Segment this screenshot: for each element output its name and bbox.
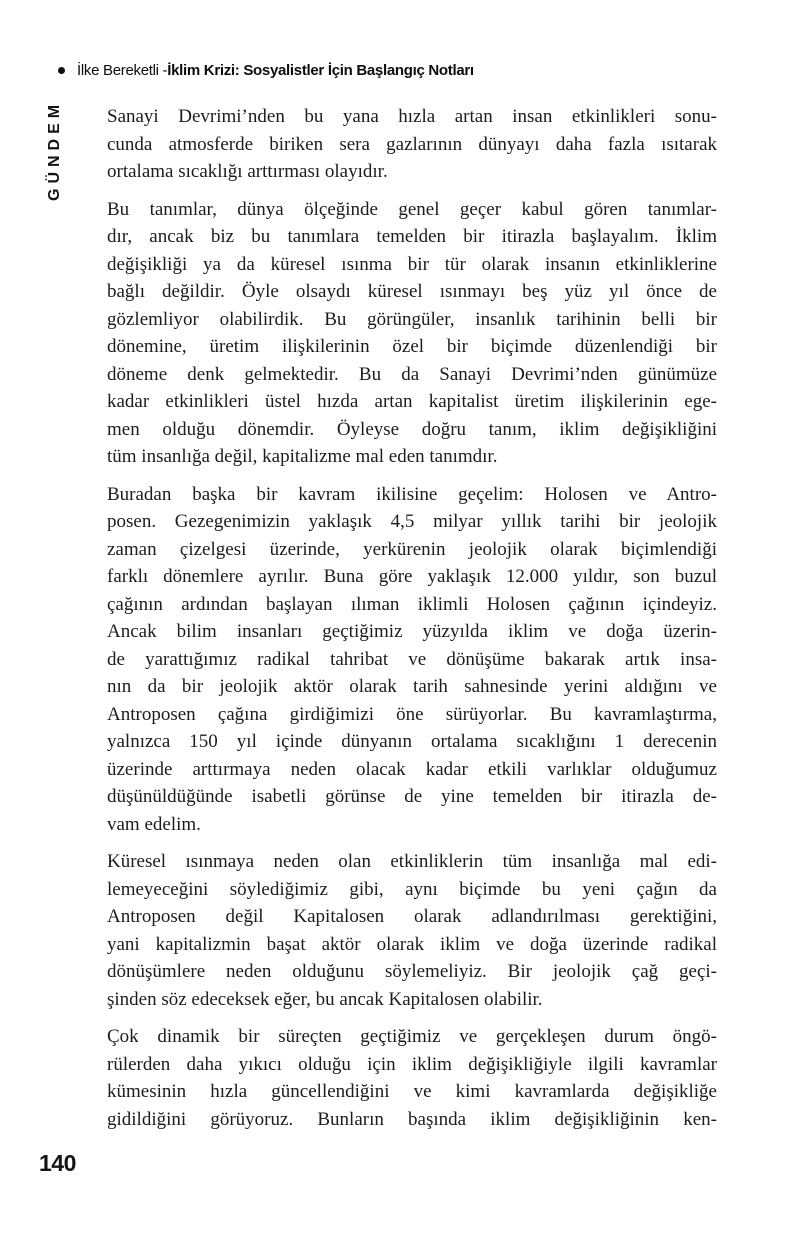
text-line: gidildiğini görüyoruz. Bunların başında iklim değişikliğinin ken- xyxy=(107,1108,717,1130)
text-line: gözlemliyor olabilirdik. Bu görüngüler, insanlık tarihinin belli bir xyxy=(107,308,717,330)
text-line: zaman çizelgesi üzerinde, yerkürenin jeolojik olarak biçimlendiği xyxy=(107,538,717,560)
body-text xyxy=(107,103,717,1143)
text-line: Antroposen değil Kapitalosen olarak adlandırılması gerektiğini, xyxy=(107,906,717,927)
text-line: kümesinin hızla güncellendiğini ve kimi kavramlarda değişikliğe xyxy=(107,1081,717,1102)
text-line: çağının ardından başlayan ılıman iklimli Holosen çağının içindeyiz. xyxy=(107,593,717,615)
text-line: tüm insanlığa değil, kapitalizme mal eden tanımdır. xyxy=(107,446,498,467)
text-line: değişikliği ya da küresel ısınma bir tür olarak insanın etkinliklerine xyxy=(107,253,717,275)
text-line: nın da bir jeolojik aktör olarak tarih sahnesinde yerini aldığını ve xyxy=(107,676,717,697)
text-line: Küresel ısınmaya neden olan etkinliklerin tüm insanlığa mal edi- xyxy=(107,851,717,872)
page-number: 140 xyxy=(39,1150,76,1176)
text-line: dönemine, üretim ilişkilerinin özel bir biçimde düzenlendiği bir xyxy=(107,336,717,357)
text-line: cunda atmosferde biriken sera gazlarının dünyayı daha fazla ısıtarak xyxy=(107,133,717,155)
text-line: dönüşümlere neden olduğunu söylemeliyiz. Bir jeolojik çağ geçi- xyxy=(107,961,717,982)
paragraph xyxy=(107,1023,717,1133)
text-line: rülerden daha yıkıcı olduğu için iklim değişikliğiyle ilgili kavramlar xyxy=(107,1053,717,1075)
text-line: de yarattığımız radikal tahribat ve dönüşüme bakarak artık insa- xyxy=(107,648,717,670)
text-line: bağlı değildir. Öyle olsaydı küresel ısınmayı beş yüz yıl önce de xyxy=(107,281,717,302)
text-line: Bu tanımlar, dünya ölçeğinde genel geçer kabul gören tanımlar- xyxy=(107,198,717,220)
text-line: Antroposen çağına girdiğimizi öne sürüyorlar. Bu kavramlaştırma, xyxy=(107,703,717,725)
text-line: Buradan başka bir kavram ikilisine geçelim: Holosen ve Antro- xyxy=(107,483,717,505)
text-line: kadar etkinlikleri üstel hızda artan kapitalist üretim ilişkilerinin ege- xyxy=(107,391,717,412)
author-name: İlke Bereketli - xyxy=(77,62,168,79)
text-line: Sanayi Devrimi’nden bu yana hızla artan insan etkinlikleri sonu- xyxy=(107,106,717,127)
text-line: üzerinde arttırmaya neden olacak kadar etkili varlıklar olduğumuz xyxy=(107,758,717,780)
text-line: ortalama sıcaklığı arttırması olayıdır. xyxy=(107,161,388,182)
text-line: Çok dinamik bir süreçten geçtiğimiz ve gerçekleşen durum öngö- xyxy=(107,1026,717,1047)
text-line: men olduğu dönemdir. Öyleyse doğru tanım, iklim değişikliğini xyxy=(107,418,717,440)
section-label-gundem: GÜNDEM xyxy=(46,99,63,201)
text-line: posen. Gezegenimizin yaklaşık 4,5 milyar yıllık tarihi bir jeolojik xyxy=(107,511,717,532)
paragraph xyxy=(107,848,717,1013)
text-line: lemeyeceğini söylediğimiz gibi, aynı biçimde bu yeni çağın da xyxy=(107,878,717,900)
text-line: döneme denk gelmektedir. Bu da Sanayi Devrimi’nden günümüze xyxy=(107,363,717,385)
text-line: vam edelim. xyxy=(107,813,201,835)
text-line: şinden söz edeceksek eğer, bu ancak Kapitalosen olabilir. xyxy=(107,988,543,1010)
running-header xyxy=(58,62,758,79)
text-line: farklı dönemlere ayrılır. Buna göre yaklaşık 12.000 yıldır, son buzul xyxy=(107,566,717,587)
paragraph xyxy=(107,481,717,839)
text-line: Ancak bilim insanları geçtiğimiz yüzyılda iklim ve doğa üzerin- xyxy=(107,621,717,642)
bullet-icon xyxy=(58,67,65,74)
text-line: düşünüldüğünde isabetli görünse de yine temelden bir itirazla de- xyxy=(107,786,717,807)
paragraph xyxy=(107,196,717,471)
text-line: yani kapitalizmin başat aktör olarak iklim ve doğa üzerinde radikal xyxy=(107,933,717,955)
text-line: yalnızca 150 yıl içinde dünyanın ortalama sıcaklığını 1 derecenin xyxy=(107,731,717,752)
text-line: dır, ancak biz bu tanımlara temelden bir itirazla başlayalım. İklim xyxy=(107,226,717,247)
paragraph xyxy=(107,103,717,186)
article-title: İklim Krizi: Sosyalistler İçin Başlangıç Notları xyxy=(167,62,474,79)
